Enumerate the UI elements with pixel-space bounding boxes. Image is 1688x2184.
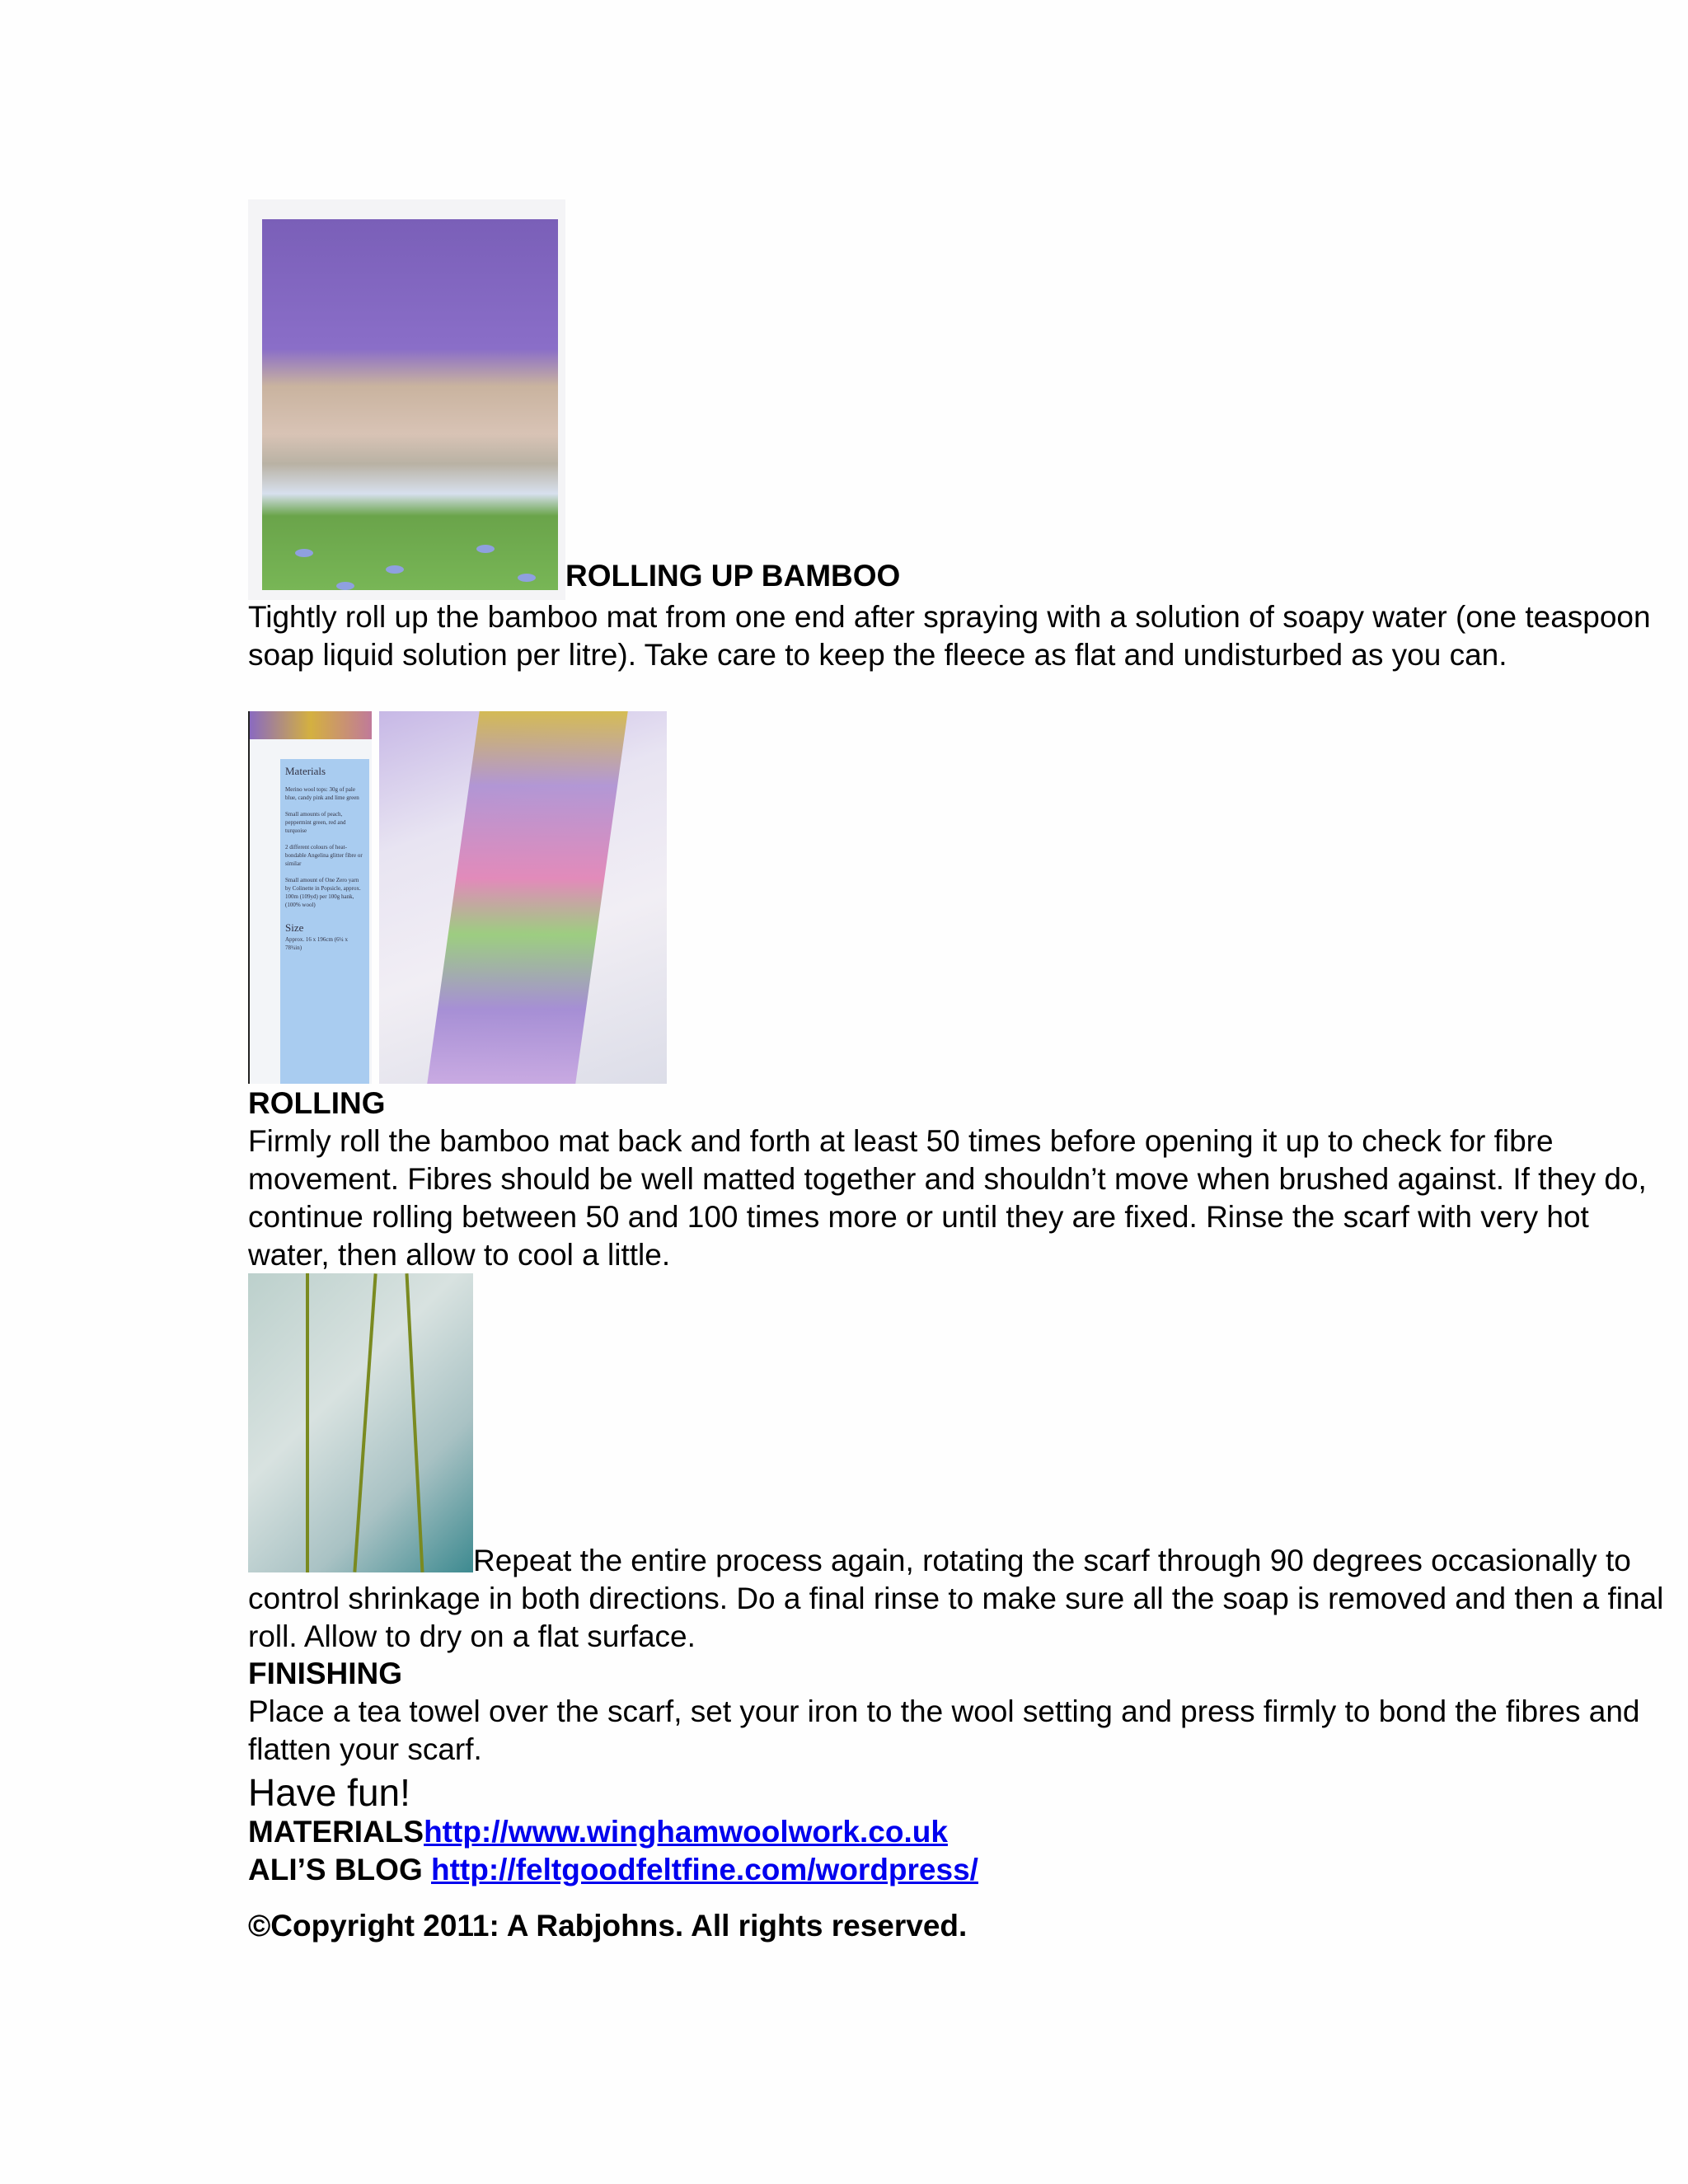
copyright-text: ©Copyright 2011: A Rabjohns. All rights reserved. bbox=[248, 1909, 968, 1943]
finishing-text: Place a tea towel over the scarf, set your iron to the wool setting and press firmly to bond the fibres and flatten your scarf. bbox=[248, 1694, 1640, 1766]
have-fun-text: Have fun! bbox=[248, 1771, 410, 1814]
rolling-text: Firmly roll the bamboo mat back and forth at least 50 times before opening it up to check for fibre movement. Fibres should be well matted together and shouldn’t move when brushed against. If they do, continue rolling between 50 and 100 times more or until they are fixed. Rinse the scarf with very hot water, then allow to cool a little. bbox=[248, 1124, 1647, 1272]
rolling-up-text: Tightly roll up the bamboo mat from one end after spraying with a solution of soapy water (one teaspoon soap liquid solution per litre). Take care to keep the fleece as flat and undisturbed as you can. bbox=[248, 600, 1651, 672]
size-title: Size bbox=[285, 921, 304, 934]
materials-panel-title: Materials bbox=[285, 765, 326, 777]
materials-item: Small amount of One Zero yarn by Colinette in Popsicle, approx. 100m (109yd) per 100g hank, (100% wool) bbox=[285, 877, 361, 908]
size-value: Approx. 16 x 196cm (6¼ x 78¾in) bbox=[285, 936, 349, 951]
heading-rolling: ROLLING bbox=[248, 1086, 386, 1120]
felt-detail-photo bbox=[248, 1273, 473, 1572]
repeat-text: Repeat the entire process again, rotating the scarf through 90 degrees occasionally to control shrinkage in both directions. Do a final rinse to make sure all the soap is removed and then a final roll. Allow to dry on a flat surface. bbox=[248, 1544, 1664, 1653]
blog-label: ALI’S BLOG bbox=[248, 1853, 431, 1886]
rolling-bamboo-photo bbox=[248, 199, 565, 600]
materials-item: Small amounts of peach, peppermint green, red and turquoise bbox=[285, 811, 346, 834]
materials-panel-image bbox=[248, 711, 372, 1084]
heading-finishing: FINISHING bbox=[248, 1657, 403, 1690]
materials-link[interactable]: http://www.winghamwoolwork.co.uk bbox=[424, 1815, 948, 1849]
scarf-photo bbox=[379, 711, 667, 1084]
heading-rolling-up-bamboo: ROLLING UP BAMBOO bbox=[565, 559, 901, 593]
materials-label: MATERIALS bbox=[248, 1815, 424, 1849]
blog-link[interactable]: http://feltgoodfeltfine.com/wordpress/ bbox=[431, 1853, 978, 1886]
materials-item: 2 different colours of heat-bondable Angelina glitter fibre or similar bbox=[285, 844, 363, 867]
materials-item: Merino wool tops: 30g of pale blue, candy pink and lime green bbox=[285, 786, 359, 801]
